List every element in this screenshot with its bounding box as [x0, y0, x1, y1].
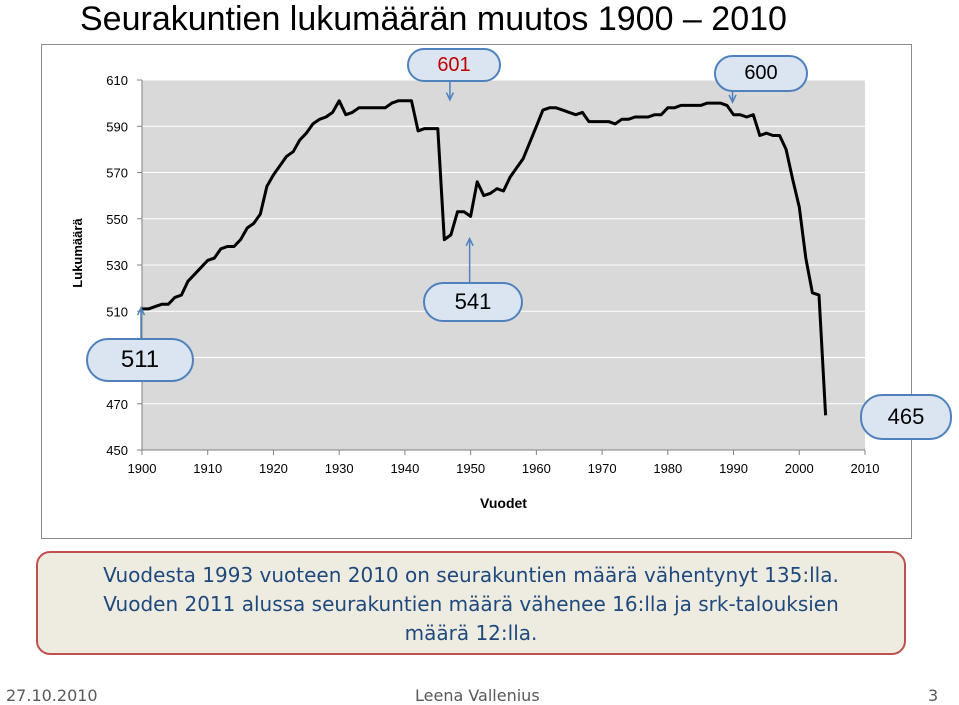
- footer-page-number: 3: [928, 686, 939, 705]
- y-tick-label: 610: [106, 73, 128, 88]
- callout-465: 465: [860, 394, 952, 440]
- x-tick-label: 1910: [193, 461, 223, 476]
- callout-541: 541: [423, 282, 523, 322]
- x-tick-label: 2000: [784, 461, 814, 476]
- footer-date: 27.10.2010: [6, 686, 98, 705]
- footer-author: Leena Vallenius: [415, 686, 540, 705]
- x-tick-label: 1970: [587, 461, 617, 476]
- note-line-2: Vuoden 2011 alussa seurakuntien määrä vähenee 16:lla ja srk-talouksien: [103, 592, 839, 616]
- x-tick-label: 1950: [456, 461, 486, 476]
- callout-511: 511: [86, 338, 194, 382]
- page-title: Seurakuntien lukumäärän muutos 1900 – 2010: [80, 0, 787, 38]
- y-tick-label: 550: [106, 211, 128, 227]
- note-box: [36, 551, 906, 655]
- y-tick-label: 450: [106, 443, 128, 458]
- y-tick-label: 590: [106, 119, 128, 135]
- x-tick-label: 1930: [324, 461, 354, 476]
- y-tick-label: 530: [106, 258, 128, 273]
- y-tick-label: 570: [106, 165, 128, 181]
- x-tick-label: 1980: [653, 461, 683, 476]
- y-tick-label: 510: [106, 304, 128, 320]
- x-tick-label: 1920: [258, 461, 288, 476]
- x-tick-label: 2010: [850, 461, 880, 476]
- x-tick-label: 1940: [390, 461, 420, 476]
- x-axis-label: Vuodet: [480, 495, 527, 511]
- y-tick-label: 470: [106, 396, 128, 412]
- x-tick-label: 1990: [719, 461, 749, 476]
- callout-601: 601: [407, 48, 501, 82]
- x-tick-label: 1960: [521, 461, 551, 476]
- callout-600: 600: [714, 55, 808, 92]
- note-line-3: määrä 12:lla.: [404, 621, 538, 645]
- note-line-1: Vuodesta 1993 vuoteen 2010 on seurakuntien määrä vähentynyt 135:lla.: [103, 563, 839, 587]
- y-axis-label: Lukumäärä: [70, 218, 85, 288]
- x-tick-label: 1900: [127, 461, 157, 476]
